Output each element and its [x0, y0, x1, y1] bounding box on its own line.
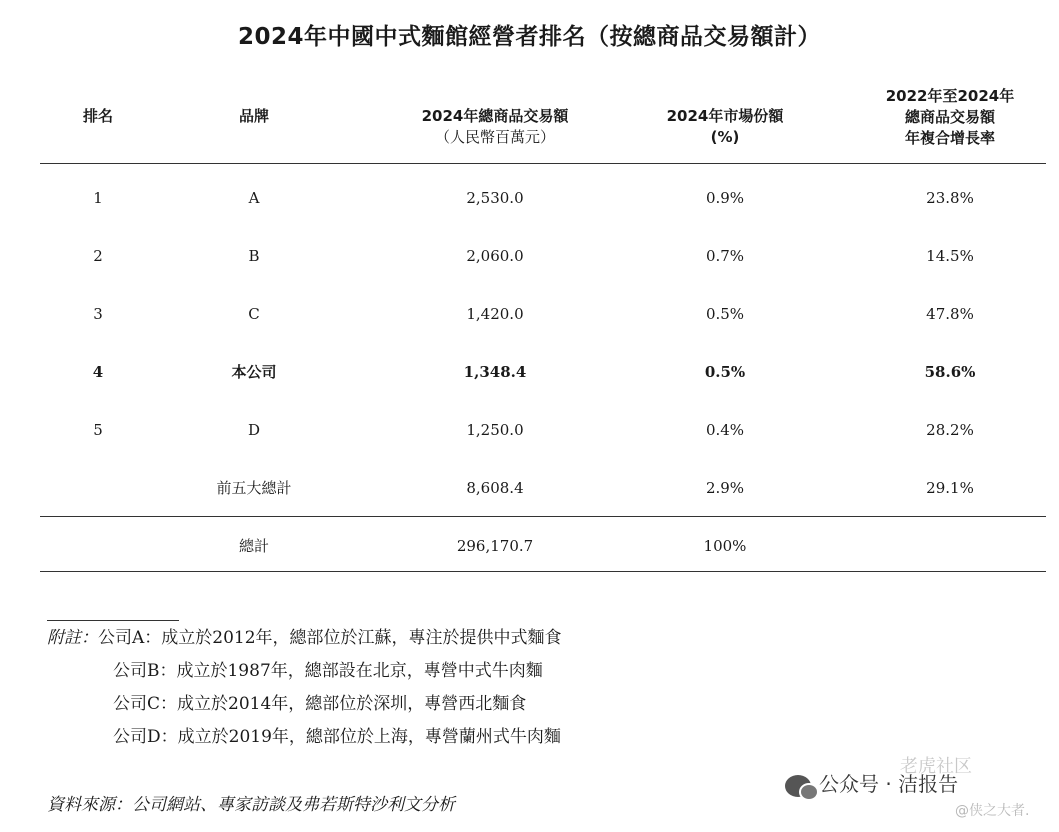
gmv-cell: 1,348.4	[463, 363, 527, 381]
header-brand-line: 品牌	[238, 107, 269, 125]
notes-label: 附註：	[47, 628, 98, 648]
note-c: 公司C：成立於2014年，總部位於深圳，專營西北麵食	[113, 694, 527, 714]
cagr-cell: 23.8%	[926, 189, 974, 207]
header-cagr-line3: 年複合增長率	[904, 129, 995, 147]
share-cell: 100%	[703, 537, 747, 555]
brand-cell: 前五大總計	[216, 479, 292, 497]
gmv-cell: 296,170.7	[456, 537, 534, 555]
header-divider	[40, 163, 1046, 164]
header-gmv-unit: （人民幣百萬元）	[434, 128, 555, 146]
header-gmv	[385, 106, 605, 148]
share-cell: 0.5%	[704, 363, 746, 381]
gmv-cell: 8,608.4	[466, 479, 524, 497]
brand-cell: 本公司	[231, 363, 277, 381]
total-divider	[40, 516, 1046, 517]
header-cagr	[850, 86, 1050, 149]
rank-cell: 4	[92, 363, 104, 381]
brand-cell: B	[248, 247, 260, 265]
cagr-cell: 58.6%	[924, 363, 976, 381]
gmv-cell: 2,530.0	[466, 189, 524, 207]
share-cell: 0.4%	[705, 421, 745, 439]
note-text: 公司A：成立於2012年，總部位於江蘇，專注於提供中式麵食	[98, 628, 562, 648]
cagr-cell: 14.5%	[926, 247, 974, 265]
cagr-cell: 28.2%	[926, 421, 974, 439]
watermark-main	[785, 768, 958, 797]
header-gmv-line: 2024年總商品交易額	[421, 107, 569, 125]
gmv-cell: 1,250.0	[466, 421, 524, 439]
brand-cell: D	[247, 421, 261, 439]
share-cell: 0.9%	[705, 189, 745, 207]
header-cagr-line1: 2022年至2024年	[885, 87, 1015, 105]
cagr-cell: 47.8%	[926, 305, 974, 323]
cagr-cell: 29.1%	[926, 479, 974, 497]
brand-cell: 總計	[238, 537, 269, 555]
rank-cell: 3	[93, 305, 103, 323]
share-cell: 0.7%	[705, 247, 745, 265]
header-rank	[58, 106, 138, 127]
header-share-unit: (%)	[710, 128, 740, 146]
watermark-bottom: @侠之大者.	[955, 803, 1030, 819]
table-bottom-rule	[40, 571, 1046, 572]
watermark-top: 老虎社区	[900, 756, 972, 777]
source-note: 資料來源：公司網站、專家訪談及弗若斯特沙利文分析	[47, 795, 455, 815]
share-cell: 2.9%	[705, 479, 745, 497]
share-cell: 0.5%	[705, 305, 745, 323]
gmv-cell: 2,060.0	[466, 247, 524, 265]
rank-cell: 2	[93, 247, 103, 265]
header-share	[625, 106, 825, 148]
brand-cell: A	[248, 189, 260, 207]
brand-cell: C	[248, 305, 260, 323]
note-d: 公司D：成立於2019年，總部位於上海，專營蘭州式牛肉麵	[113, 727, 561, 747]
page-title: 2024年中國中式麵館經營者排名（按總商品交易額計）	[237, 24, 821, 50]
header-share-line: 2024年市場份額	[666, 107, 784, 125]
wechat-icon	[785, 775, 811, 797]
note-b: 公司B：成立於1987年，總部設在北京，專營中式牛肉麵	[113, 661, 543, 681]
gmv-cell: 1,420.0	[466, 305, 524, 323]
header-cagr-line2: 總商品交易額	[904, 108, 995, 126]
header-brand	[204, 106, 304, 127]
rank-cell: 1	[93, 189, 103, 207]
notes-divider	[47, 620, 179, 621]
note-a	[47, 626, 562, 650]
rank-cell: 5	[93, 421, 103, 439]
watermark-text: 公众号 · 洁报告	[819, 772, 959, 796]
header-rank-line: 排名	[82, 107, 113, 125]
